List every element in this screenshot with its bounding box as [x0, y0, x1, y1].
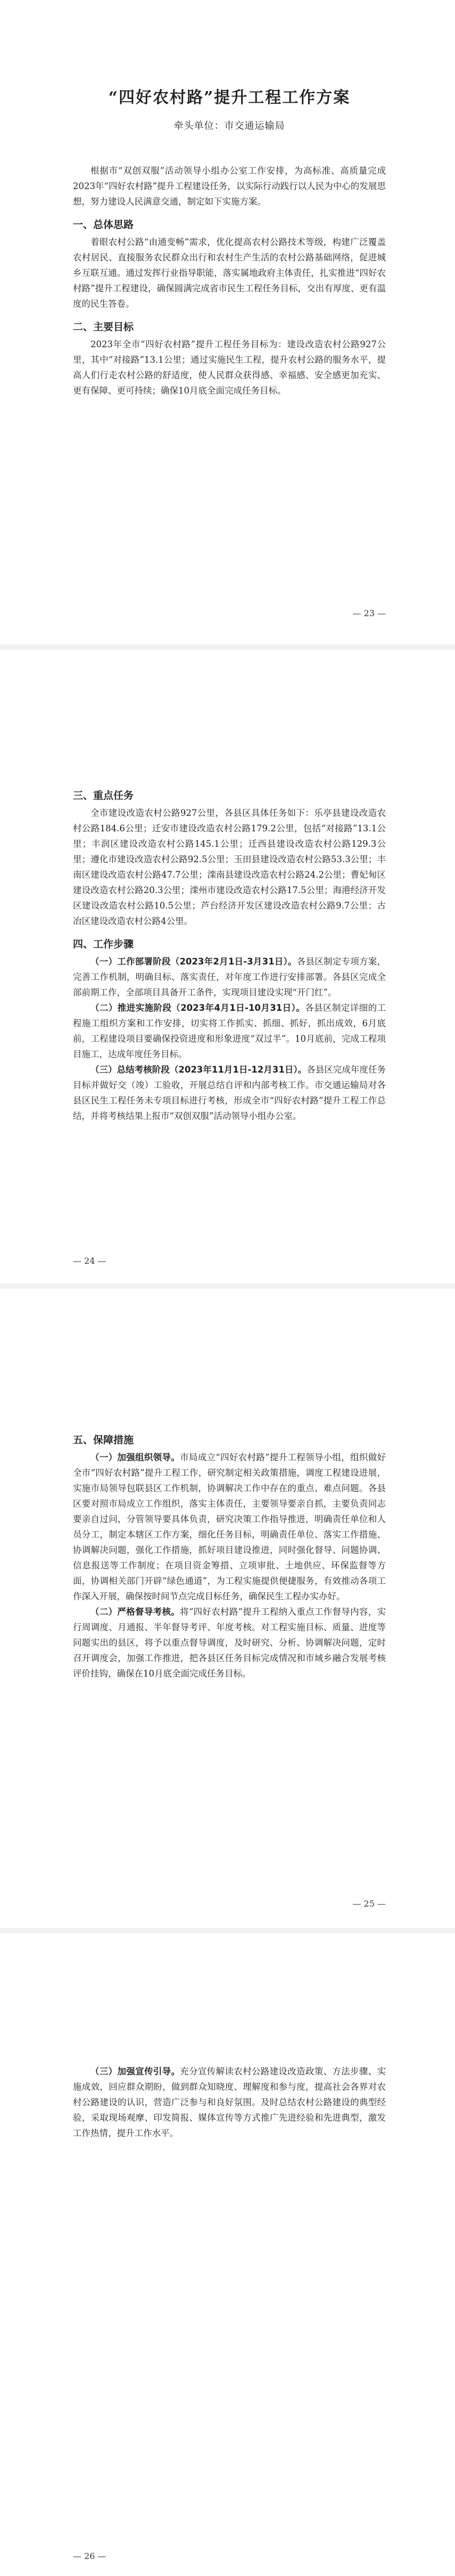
- document-page-2: [0, 650, 455, 1283]
- measure-2-paragraph: [73, 1604, 386, 1681]
- page-number-24: — 24 —: [73, 1256, 106, 1266]
- step-1-paragraph: [73, 954, 386, 1000]
- document-page-4: [0, 1933, 455, 2576]
- section-5-heading: 五、保障措施: [73, 1434, 134, 1446]
- page-number-23: — 23 —: [352, 608, 386, 618]
- page-number-25: — 25 —: [352, 1899, 386, 1909]
- measure-1-paragraph: [73, 1450, 386, 1604]
- step-1-text: 各县区制定专项方案，完善工作机制，明确目标、落实责任，对年度工作进行安排部署。各县区完成全部前期工作，全部项目具备开工条件，实现项目建设实现“开门红”。: [73, 956, 386, 997]
- step-1-heading: （一）工作部署阶段（2023年2月1日-3月31日）。: [90, 956, 297, 967]
- page-4-content: [73, 2064, 386, 2141]
- section-1-heading: 一、总体思路: [73, 219, 134, 231]
- measure-1-heading: （一）加强组织领导。: [90, 1452, 180, 1462]
- page-number-26: — 26 —: [73, 2551, 106, 2561]
- document-page-3: [0, 1289, 455, 1928]
- step-2-paragraph: [73, 1000, 386, 1062]
- step-2-text: 各县区制定详细的工程施工组织方案和工作安排，切实将工作抓实、抓细、抓好，抓出成效，6月底前，工程建设项目要确保投资进度和形象进度“双过半”。10月底前，完成工程项目施工，达成年度任务目标。: [73, 1003, 386, 1059]
- measure-2-text: 将“四好农村路”提升工程纳入重点工作督导内容，实行周调度、月通报、半年督导考评、年度考核。对工程实施目标、质量、进度等问题实出的县区，将予以重点督导调度，及时研究、分析、协调解决问题，定时召开调度会，加强工作推进，把各县区任务目标完成情况和市域乡融合发展考核评价挂钩，确保在10月底全面完成任务目标。: [73, 1607, 386, 1679]
- step-3-heading: （三）总结考核阶段（2023年11月1日-12月31日）。: [90, 1065, 307, 1075]
- section-2-text: 2023年全市“四好农村路”提升工程任务目标为：建设改造农村公路927公里，其中“对接路”13.1公里；通过实施民生工程，提升农村公路的服务水平，提高人们行走农村公路的舒适度，使人民群众获得感、幸福感、安全感更加充实、更有保障、更可持续；确保10月底全面完成任务目标。: [73, 339, 386, 396]
- section-3-heading: 三、重点任务: [73, 790, 134, 802]
- document-title: “四好农村路”提升工程工作方案: [108, 88, 351, 107]
- intro-paragraph: 根据市“双创双服”活动领导小组办公室工作安排，为高标准、高质量完成2023年“四好农村路”提升工程建设任务，以实际行动践行以人民为中心的发展思想，努力建设人民满意交通，制定如下实施方案。: [73, 166, 386, 207]
- lead-unit: 牵头单位：市交通运输局: [173, 120, 285, 132]
- section-3-text: 全市建设改造农村公路927公里，各县区具体任务如下：乐亭县建设改造农村公路184.6公里；迁安市建设改造农村公路179.2公里，包括“对接路”13.1公里；丰润区建设改造农村公路145.1公里；迁西县建设改造农村公路129.3公里；遵化市建设改造农村公路92.5公里；玉田县建设改造农村公路53.3公里；丰南区建设改造农村公路47.7公里；滦南县建设改造农村公路24.2公里；曹妃甸区建设改造农村公路20.3公里；滦州市建设改造农村公路17.5公里；海港经济开发区建设改造农村公路10.5公里；芦台经济开发区建设改造农村公路9.7公里；古冶区建设改造农村公路4公里。: [73, 808, 386, 926]
- step-2-heading: （二）推进实施阶段（2023年4月1日-10月31日）。: [90, 1003, 305, 1013]
- step-3-text: 各县区完成年度任务目标并做好交（竣）工验收，开展总结自评和内部考核工作。市交通运输局对各县区民生工程任务未专项目标进行考核，形成全市“四好农村路”提升工程工作总结，并将考核结果上报市“双创双服”活动领导小组办公室。: [73, 1065, 386, 1121]
- measure-3-text: 充分宣传解读农村公路建设改造政策、方法步骤、实施成效，回应群众期盼，做到群众知晓度、理解度和参与度，提高社会各界对农村公路建设的认识，营造广泛参与和良好氛围。及时总结农村公路建设的典型经验，采取现场观摩、印发简报、媒体宣传等方式推广先进经验和先进典型，激发工作热情，提升工作水平。: [73, 2066, 386, 2138]
- document-page-1: [0, 0, 455, 644]
- section-1-text: 着眼农村公路“由通变畅”需求，优化提高农村公路技术等级，构建广泛覆盖农村居民、直接服务农民群众出行和农村生产生活的农村公路基础网络，促进城乡互联互通。通过发挥行业指导职能，落实属地政府主体责任，扎实推进“四好农村路”提升工程建设，确保圆满完成省市民生工程任务目标，交出有厚度、更有温度的民生答卷。: [73, 237, 386, 309]
- page-1-content: [73, 84, 386, 398]
- measure-3-paragraph: [73, 2064, 386, 2141]
- measure-1-text: 市局成立“四好农村路”提升工程领导小组，组织做好全市“四好农村路”提升工程工作，研究制定相关政策措施，调度工程建设进展，实施市局领导包联县区工作机制，协调解决工作中存在的重点、难点问题。各县区要对照市局成立工作组织，落实主体责任，主要领导要亲自抓，主要负责同志要亲自过问，分管领导要具体负责，研究决策工作指导推进，明确责任单位和人员分工，制定本辖区工作方案，细化任务目标，明确责任单位、落实工作措施、协调解决问题，强化工作措施，抓好项目建设推进，同时强化督导、问题协调、信息报送等工作制度；在项目资金筹措、立项审批、土地供应、环保监督等方面，协调相关部门开辟“绿色通道”，为工程实施提供便捷服务，有效推动各项工作深入开展，确保按时间节点完成目标任务，确保民生工程办实办好。: [73, 1452, 386, 1601]
- section-4-heading: 四、工作步骤: [73, 938, 134, 950]
- step-3-paragraph: [73, 1062, 386, 1124]
- measure-3-heading: （三）加强宣传引导。: [90, 2066, 180, 2076]
- measure-2-heading: （二）严格督导考核。: [90, 1607, 180, 1617]
- page-3-content: [73, 1425, 386, 1681]
- page-2-content: [73, 780, 386, 1124]
- section-2-heading: 二、主要目标: [73, 321, 134, 333]
